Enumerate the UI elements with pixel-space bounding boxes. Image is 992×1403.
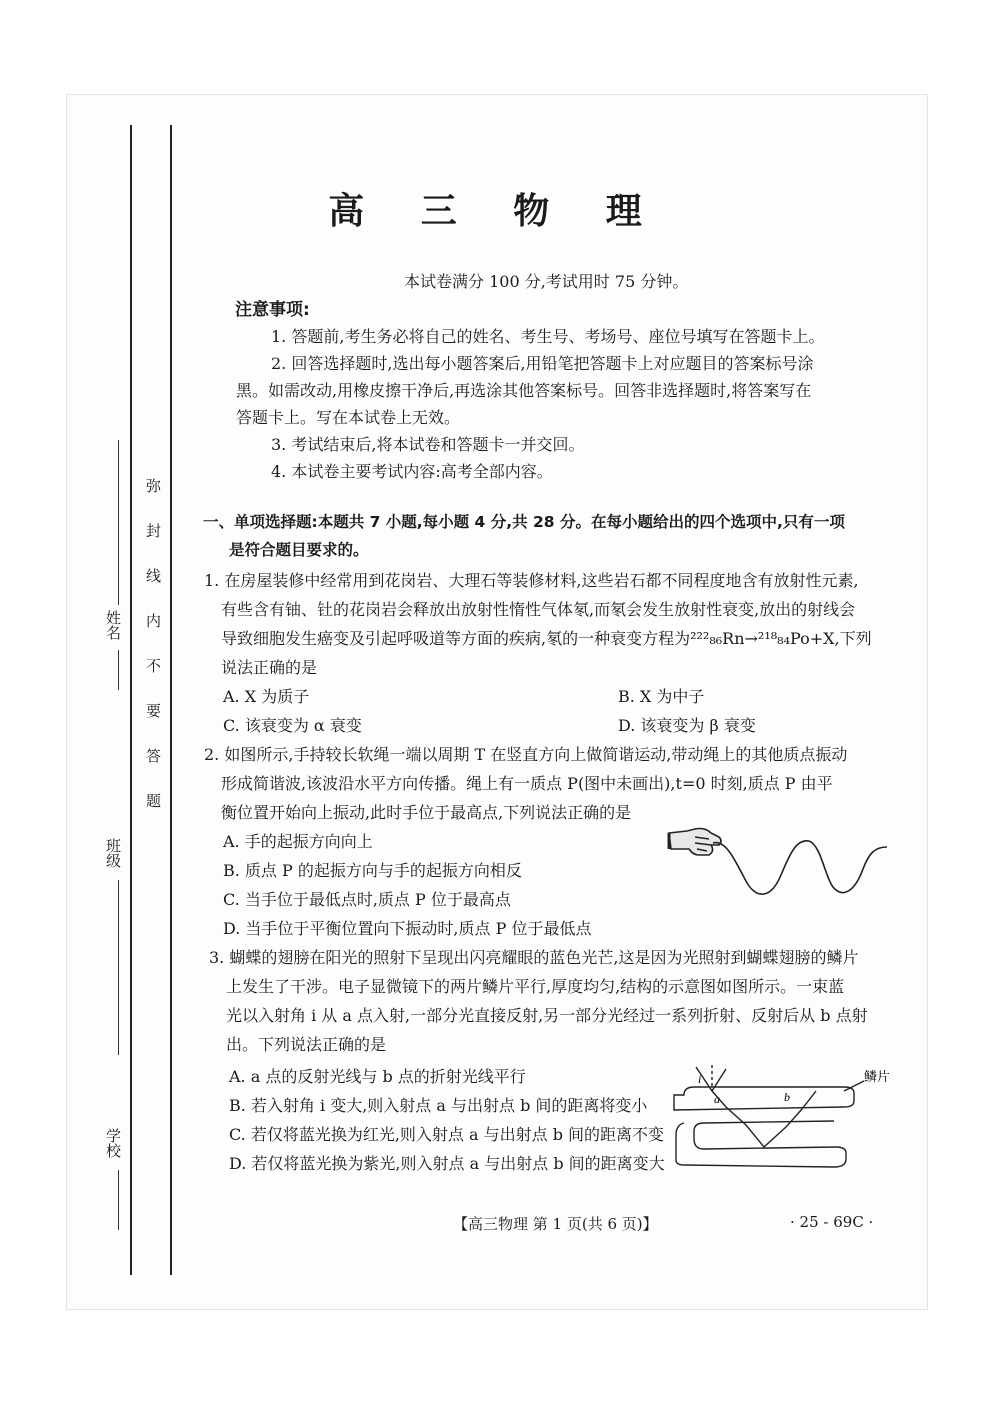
q2-stem: 形成简谐波,该波沿水平方向传播。绳上有一质点 P(图中未画出),t=0 时刻,质点 P 由平 [221,774,833,793]
point-label-a: a [714,1092,720,1106]
name-label: 姓名 [104,610,122,640]
q1-option-d: D. 该衰变为 β 衰变 [618,716,756,735]
notice-item: 黑。如需改动,用橡皮擦干净后,再选涂其他答案标号。回答非选择题时,将答案写在 [236,381,812,400]
q1-option-c: C. 该衰变为 α 衰变 [223,716,362,735]
q3-option-b: B. 若入射角 i 变大,则入射点 a 与出射点 b 间的距离将变小 [229,1096,648,1115]
q1-stem: 导致细胞发生癌变及引起呼吸道等方面的疾病,氡的一种衰变方程为²²²₈₆Rn→²¹⁸₈₄Po+X,下列 [221,629,872,648]
q2-option-a: A. 手的起振方向向上 [223,832,373,851]
hand-rope-wave-figure [665,825,890,900]
q3-option-c: C. 若仅将蓝光换为红光,则入射点 a 与出射点 b 间的距离不变 [229,1125,665,1144]
school-blank [118,1170,119,1230]
q3-option-d: D. 若仅将蓝光换为紫光,则入射点 a 与出射点 b 间的距离变大 [229,1154,665,1173]
name-blank [118,440,119,605]
q2-option-d: D. 当手位于平衡位置向下振动时,质点 P 位于最低点 [223,919,592,938]
binding-line-left [130,125,132,1275]
page-title: 高 三 物 理 [328,191,664,232]
refracted-path [712,1091,816,1147]
notice-item: 2. 回答选择题时,选出每小题答案后,用铅笔把答题卡上对应题目的答案标号涂 [271,354,814,373]
rope-wave [713,841,887,894]
q3-stem: 上发生了干涉。电子显微镜下的两片鳞片平行,厚度均匀,结构的示意图如图所示。一束蓝 [226,977,845,996]
q3-stem: 光以入射角 i 从 a 点入射,一部分光直接反射,另一部分光经过一系列折射、反射后从 b 点射 [226,1006,868,1025]
school-label: 学校 [104,1128,122,1158]
section-heading: 一、单项选择题:本题共 7 小题,每小题 4 分,共 28 分。在每小题给出的四个选项中,只有一项 [203,513,845,531]
class-blank [118,880,119,1055]
notice-heading: 注意事项: [235,300,310,320]
q1-stem: 1. 在房屋装修中经常用到花岗岩、大理石等装修材料,这些岩石都不同程度地含有放射性元素, [204,571,859,590]
scale-label: 鳞片 [864,1070,891,1085]
q1-stem: 说法正确的是 [221,658,318,677]
point-label-b: b [784,1090,790,1104]
section-heading-cont: 是符合题目要求的。 [229,541,369,559]
q1-option-a: A. X 为质子 [223,687,310,706]
hand-icon [669,829,721,856]
q2-option-c: C. 当手位于最低点时,质点 P 位于最高点 [223,890,511,909]
notice-item: 3. 考试结束后,将本试卷和答题卡一并交回。 [271,435,585,454]
q2-stem: 2. 如图所示,手持较长软绳一端以周期 T 在竖直方向上做简谐运动,带动绳上的其他质点振动 [204,745,848,764]
page-footer: 【高三物理 第 1 页(共 6 页)】 [453,1215,658,1233]
notice-item: 答题卡上。写在本试卷上无效。 [236,408,461,427]
q3-option-a: A. a 点的反射光线与 b 点的折射光线平行 [229,1067,526,1086]
q2-stem: 衡位置开始向上振动,此时手位于最高点,下列说法正确的是 [221,803,632,822]
q2-option-b: B. 质点 P 的起振方向与手的起振方向相反 [223,861,522,880]
exam-info: 本试卷满分 100 分,考试用时 75 分钟。 [404,272,689,291]
name-blank-lower [118,650,119,690]
q3-stem: 出。下列说法正确的是 [226,1035,387,1054]
butterfly-scale-figure [664,1065,894,1180]
paper-code: · 25 - 69C · [790,1213,874,1231]
angle-label-i: i [698,1072,702,1086]
q3-stem: 3. 蝴蝶的翅膀在阳光的照射下呈现出闪亮耀眼的蓝色光芒,这是因为光照射到蝴蝶翅膀的鳞片 [209,948,859,967]
q1-stem: 有些含有铀、钍的花岗岩会释放出放射性惰性气体氡,而氡会发生放射性衰变,放出的射线会 [221,600,856,619]
q1-option-b: B. X 为中子 [618,687,705,706]
binding-line-right [170,125,172,1275]
scale-pointer [844,1081,864,1091]
binding-warning: 弥封线内不要答题 [144,478,162,838]
class-label: 班级 [104,838,122,868]
notice-item: 1. 答题前,考生务必将自己的姓名、考生号、考场号、座位号填写在答题卡上。 [271,327,825,346]
scale-upper [674,1087,854,1110]
notice-item: 4. 本试卷主要考试内容:高考全部内容。 [271,462,553,481]
